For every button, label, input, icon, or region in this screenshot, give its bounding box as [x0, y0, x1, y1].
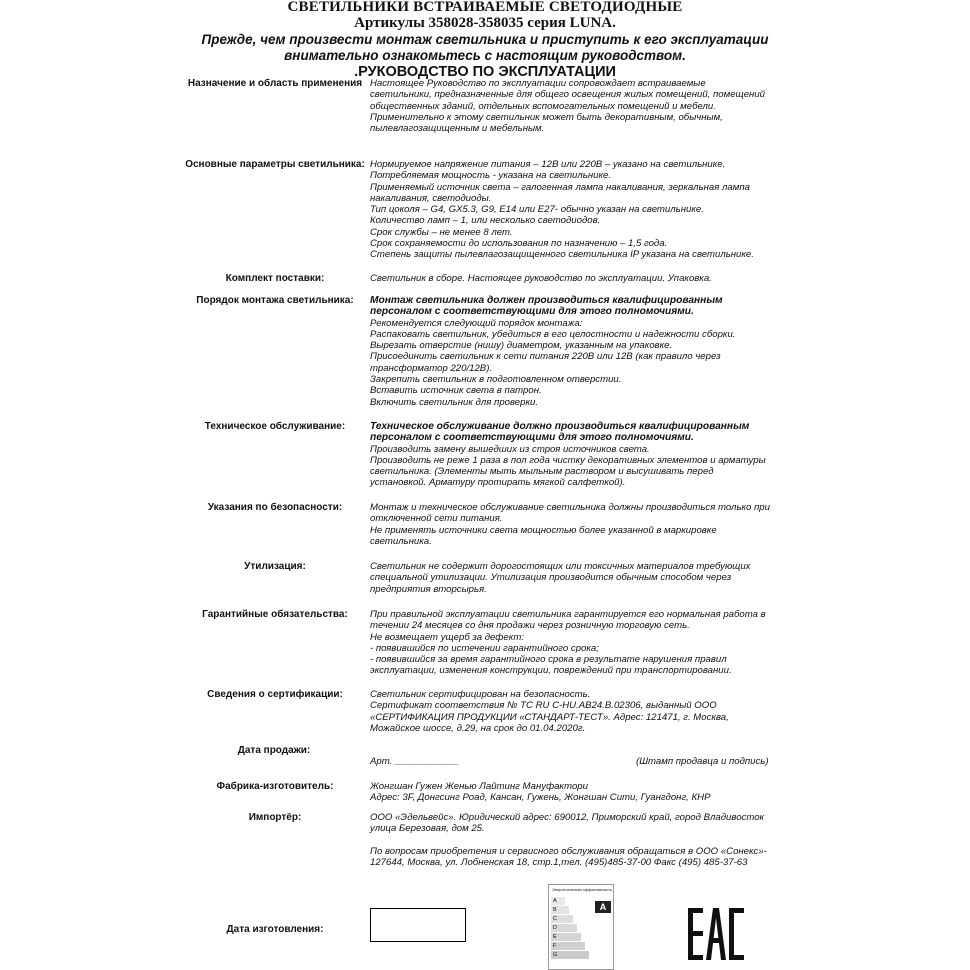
section-text: ООО «Эдельвейс». Юридический адрес: 690012, Приморский край, город Владивосток улица Березовая, дом 25. По вопросам приобретения и сервисного обслуживания обращаться в ООО «Сонекс»- 127644, Москва, ул. Лобненская 18, стр.1,тел. (495)485-37-00 Факс (495) 485-37-63 — [370, 812, 767, 868]
energy-class-c: C — [551, 915, 573, 923]
section-label: Дата продажи: — [237, 745, 311, 756]
section-label: Указания по безопасности: — [207, 502, 343, 513]
document-header — [0, 0, 970, 80]
section-label: Утилизация: — [244, 561, 306, 572]
section-label: Назначение и область применения — [187, 78, 363, 89]
energy-class-g: G — [551, 951, 589, 959]
energy-efficiency-label — [548, 884, 614, 970]
section-label: Импортёр: — [248, 812, 302, 823]
section-text: Настоящее Руководство по эксплуатации сопровождает встраиваемые светильники, предназначенные для общего освещения жилых помещений, помещений общественных зданий, отдельных вспомогательных помещений и мебели. Применительно к этому светильник может быть декоративным, обычным, пылевлагозащищенным и мебельным. — [370, 78, 766, 135]
section-text: Светильник сертифицирован на безопасность. Сертификат соответствия № ТС RU C-HU.AB24.B.02306, выданный ООО «СЕРТИФИКАЦИЯ ПРОДУКЦИИ «СТАНДАРТ-ТЕСТ». Адрес: 121471, г. Москва, Можайское шоссе, д.29, на срок до 01.04.2020г. — [370, 689, 729, 734]
sale-article[interactable]: Арт. ____________ — [370, 756, 459, 767]
energy-class-d: D — [551, 924, 577, 932]
section-text: Техническое обслуживание должно производиться квалифицированным персоналом с соответствующими для этого полномочиями. Производить замену вышедших из строя источников света. Производить не реже 1 раза в пол года чистку декоративных элементов и арматуры светильника. (Элементы мыть мыльным раствором и высушивать перед установкой. Арматуру протирать мягкой салфеткой). — [370, 421, 766, 489]
energy-class-e: E — [551, 933, 581, 941]
section-label: Гарантийные обязательства: — [202, 609, 348, 620]
energy-class-f: F — [551, 942, 585, 950]
warning-line-1: Прежде, чем произвести монтаж светильника и приступить к его эксплуатации — [201, 32, 769, 47]
section-text: При правильной эксплуатации светильника гарантируется его нормальная работа в течении 24 месяцев со дня продажи через розничную торговую сеть. Не возмещает ущерб за дефект: - появившийся по истечении гарантийного срока; - появившийся за время гарантийного срока в результате нарушения правил эксплуатации, изменения конструкции, повреждений при транспортировании. — [370, 609, 766, 677]
seller-stamp-note: (Штамп продавца и подпись) — [636, 756, 769, 767]
product-title: СВЕТИЛЬНИКИ ВСТРАИВАЕМЫЕ СВЕТОДИОДНЫЕ — [287, 0, 683, 15]
section-label: Порядок монтажа светильника: — [196, 295, 354, 306]
section-label: Фабрика-изготовитель: — [216, 781, 334, 792]
section-text: Монтаж и техническое обслуживание светильника должны производиться только при отключенной сети питания. Не применять источники света мощностью более указанной в маркировке светильника. — [370, 502, 770, 547]
section-text: Нормируемое напряжение питания – 12В или 220В – указано на светильнике. Потребляемая мощность - указана на светильнике. Применяемый источник света – галогенная лампа накаливания, зеркальная лампа накаливания, светодиоды. Тип цоколя – G4, GX5.3, G9, E14 или E27- обычно указан на светильнике. Количество ламп – 1, или несколько светодиодов. Срок службы – не менее 8 лет. Срок сохраняемости до использования по назначению – 1,5 года. Степень защиты пылевлагозащищенного светильника IP указана на светильнике. — [370, 159, 754, 261]
section-text: Монтаж светильника должен производиться квалифицированным персоналом с соответствующими для этого полномочиями. Рекомендуется следующий порядок монтажа: Распаковать светильник, убедиться в его целостности и надежности сборки. Вырезать отверстие (нишу) диаметром, указанным на упаковке. Присоединить светильник к сети питания 220В или 12В (как правило через трансформатор 220/12В). Закрепить светильник в подготовленном отверстии. Вставить источник света в патрон. Включить светильник для проверки. — [370, 295, 736, 408]
section-label: Основные параметры светильника: — [185, 159, 365, 170]
energy-class-a: A — [551, 897, 565, 905]
section-label: Дата изготовления: — [226, 924, 324, 935]
energy-grade: A — [595, 901, 611, 913]
section-label: Комплект поставки: — [225, 273, 325, 284]
section-text: Жонгшан Гужен Женью Лайтинг Мануфактори Адрес: 3F, Донгсинг Роад, Кансан, Гужень, Жонгшан Сити, Гуангдонг, КНР — [370, 781, 711, 804]
warning-line-2: внимательно ознакомьтесь с настоящим руководством. — [284, 48, 686, 63]
manufacture-date-box[interactable] — [370, 908, 466, 942]
article-numbers: Артикулы 358028-358035 серия LUNA. — [354, 15, 616, 31]
manual-title: .РУКОВОДСТВО ПО ЭКСПЛУАТАЦИИ — [354, 64, 616, 80]
energy-class-b: B — [551, 906, 569, 914]
energy-label-title: Энергетическая эффективность — [552, 887, 612, 892]
eac-certification-mark — [688, 908, 744, 960]
section-label: Сведения о сертификации: — [207, 689, 343, 700]
section-label: Техническое обслуживание: — [204, 421, 346, 432]
section-text: Светильник не содержит дорогостоящих или токсичных материалов требующих специальной утилизации. Утилизация производится обычным способом через предприятия вторсырья. — [370, 561, 751, 595]
section-text: Светильник в сборе. Настоящее руководство по эксплуатации. Упаковка. — [370, 273, 712, 284]
